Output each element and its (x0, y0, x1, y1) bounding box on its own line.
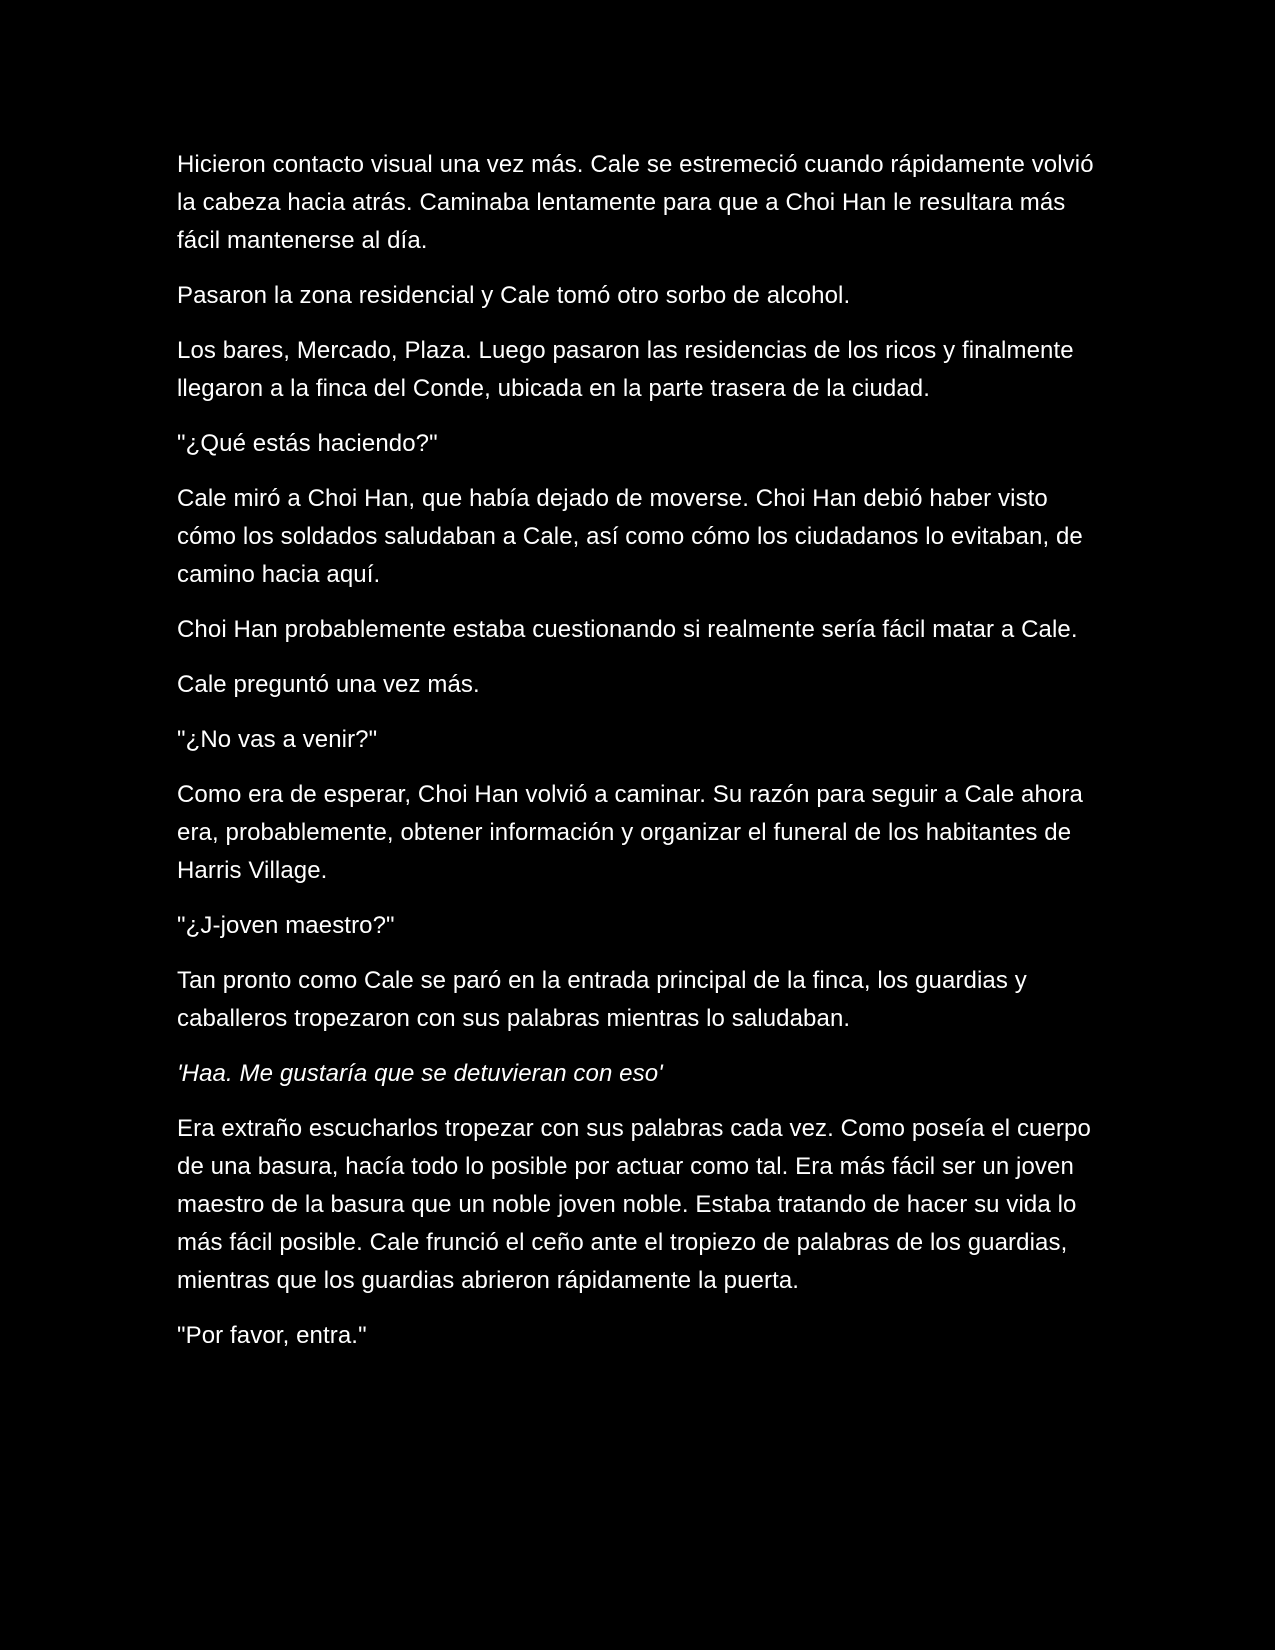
body-text (177, 146, 1112, 1372)
paragraph: Cale miró a Choi Han, que había dejado de moverse. Choi Han debió haber visto cómo los soldados saludaban a Cale, así como cómo los ciudadanos lo evitaban, de camino hacia aquí. (177, 485, 1083, 588)
paragraph: Tan pronto como Cale se paró en la entrada principal de la finca, los guardias y caballeros tropezaron con sus palabras mientras lo saludaban. (177, 967, 1027, 1032)
dialogue-line: "¿Qué estás haciendo?" (177, 430, 438, 457)
paragraph: Choi Han probablemente estaba cuestionando si realmente sería fácil matar a Cale. (177, 616, 1078, 643)
dialogue-line: "¿No vas a venir?" (177, 726, 378, 753)
paragraph: Los bares, Mercado, Plaza. Luego pasaron las residencias de los ricos y finalmente llegaron a la finca del Conde, ubicada en la parte trasera de la ciudad. (177, 337, 1074, 402)
dialogue-line: "¿J-joven maestro?" (177, 912, 395, 939)
dialogue-line: "Por favor, entra." (177, 1322, 367, 1349)
paragraph: Cale preguntó una vez más. (177, 671, 480, 698)
paragraph: Hicieron contacto visual una vez más. Cale se estremeció cuando rápidamente volvió la cabeza hacia atrás. Caminaba lentamente para que a Choi Han le resultara más fácil mantenerse al día. (177, 151, 1094, 254)
paragraph: Como era de esperar, Choi Han volvió a caminar. Su razón para seguir a Cale ahora era, probablemente, obtener información y organizar el funeral de los habitantes de Harris Village. (177, 781, 1083, 884)
paragraph: Era extraño escucharlos tropezar con sus palabras cada vez. Como poseía el cuerpo de una basura, hacía todo lo posible por actuar como tal. Era más fácil ser un joven maestro de la basura que un noble joven noble. Estaba tratando de hacer su vida lo más fácil posible. Cale frunció el ceño ante el tropiezo de palabras de los guardias, mientras que los guardias abrieron rápidamente la puerta. (177, 1115, 1091, 1294)
inner-thought: 'Haa. Me gustaría que se detuvieran con eso' (177, 1060, 663, 1087)
paragraph: Pasaron la zona residencial y Cale tomó otro sorbo de alcohol. (177, 282, 851, 309)
